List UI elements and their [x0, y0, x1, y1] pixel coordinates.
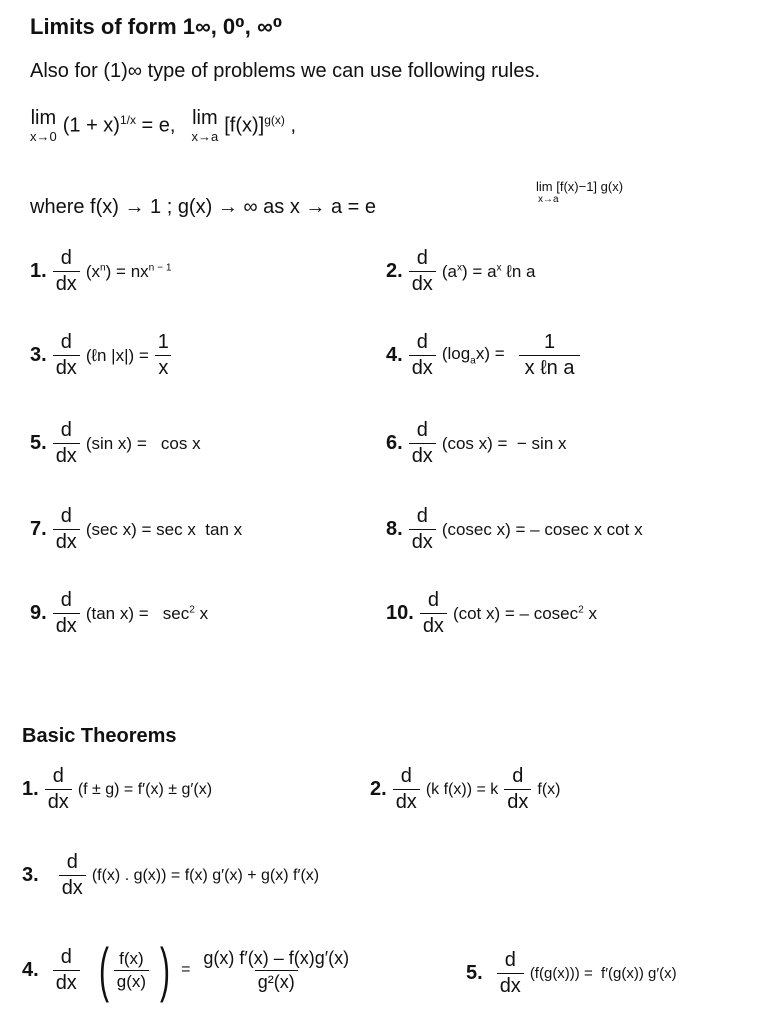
sup: n	[99, 261, 106, 273]
t: x) =	[475, 344, 505, 364]
theorem-number: 2.	[370, 778, 387, 800]
theorem-1	[22, 766, 218, 813]
eq: = e,	[136, 114, 176, 137]
d-dx	[409, 420, 436, 467]
rule-3	[30, 332, 178, 379]
quotient-fraction	[200, 949, 352, 992]
theorem-2	[370, 766, 566, 813]
theorem-body-tail: f(x)	[537, 780, 561, 798]
d-dx	[53, 506, 80, 553]
theorem-body: (f ± g) = f′(x) ± g′(x)	[77, 780, 213, 798]
rule-number: 1.	[30, 260, 47, 282]
d: d	[60, 331, 72, 353]
sub: a	[470, 355, 476, 367]
equals: =	[181, 961, 191, 978]
d-dx	[59, 852, 86, 899]
lim-2	[191, 108, 218, 143]
t: x	[583, 603, 598, 623]
d: d	[60, 419, 72, 441]
rule-body: (sin x) = cos x	[85, 433, 201, 453]
d-dx	[393, 766, 420, 813]
t: (tan x) = sec	[85, 603, 190, 623]
left-paren: (	[98, 936, 109, 1003]
t: (x	[85, 261, 100, 281]
comma: ,	[284, 114, 297, 137]
dx: dx	[409, 529, 436, 553]
d-dx	[409, 332, 436, 379]
rule-body	[442, 262, 536, 282]
expr: (1 + x)	[62, 114, 120, 137]
where-line	[30, 196, 376, 219]
rhs-fraction	[519, 332, 581, 379]
rule-body	[86, 262, 172, 282]
limit-rules	[30, 108, 302, 143]
rule-5	[30, 420, 207, 467]
rule-body	[86, 604, 208, 624]
rhs-fraction	[155, 332, 172, 379]
d: d	[416, 331, 428, 353]
limit-expr-2	[224, 113, 296, 138]
d: d	[60, 945, 72, 968]
d-dx	[504, 766, 531, 813]
rule-number: 2.	[386, 260, 403, 282]
where-text: where f(x) → 1 ; g(x) → ∞ as x → a = e	[30, 196, 377, 218]
lim-1	[30, 108, 57, 143]
den: x	[155, 355, 171, 379]
t: ℓn a	[501, 261, 536, 281]
lim-sub: x→0	[30, 129, 57, 144]
dx: dx	[45, 789, 72, 813]
dx: dx	[393, 789, 420, 813]
d-dx	[53, 590, 80, 637]
den: g(x)	[114, 970, 149, 991]
theorem-body: (f(g(x))) = f′(g(x)) g′(x)	[529, 965, 677, 982]
rule-number: 5.	[30, 432, 47, 454]
den: g²(x)	[255, 970, 298, 992]
rule-body	[453, 604, 597, 624]
den: x ℓn a	[519, 355, 581, 379]
theorem-5	[466, 950, 683, 997]
rule-2	[386, 248, 541, 295]
rule-number: 8.	[386, 518, 403, 540]
exp: 1/x	[119, 113, 136, 128]
rule-body	[442, 344, 505, 366]
theorem-3	[22, 852, 325, 899]
d: d	[66, 851, 78, 873]
rule-number: 9.	[30, 602, 47, 624]
dx: dx	[53, 443, 80, 467]
d-dx	[409, 248, 436, 295]
dx: dx	[497, 973, 524, 997]
d: d	[416, 419, 428, 441]
rule-number: 10.	[386, 602, 414, 624]
t: ) = nx	[105, 261, 149, 281]
intro-text: Also for (1)∞ type of problems we can use following rules.	[30, 60, 541, 82]
rule-body: (sec x) = sec x tan x	[85, 519, 243, 539]
d-dx	[45, 766, 72, 813]
dx: dx	[409, 443, 436, 467]
inner-fraction	[114, 950, 149, 991]
theorem-body: (f(x) . g(x)) = f(x) g′(x) + g(x) f′(x)	[91, 866, 320, 884]
d: d	[60, 247, 72, 269]
d: d	[60, 589, 72, 611]
t: x	[194, 603, 209, 623]
d: d	[400, 765, 412, 787]
d-dx	[53, 420, 80, 467]
d: d	[416, 247, 428, 269]
d: d	[504, 949, 516, 971]
dx: dx	[53, 529, 80, 553]
t: (cot x) = – cosec	[452, 603, 579, 623]
rule-6	[386, 420, 573, 467]
sup: x	[496, 261, 502, 273]
dx: dx	[53, 271, 80, 295]
d-dx	[53, 947, 80, 994]
sup: 2	[578, 603, 584, 615]
num: f(x)	[119, 948, 144, 968]
d: d	[52, 765, 64, 787]
theorem-number: 1.	[22, 778, 39, 800]
dx: dx	[420, 613, 447, 637]
e-exp: lim [f(x)−1] g(x)	[536, 179, 624, 194]
d-dx	[420, 590, 447, 637]
t: (a	[441, 261, 457, 281]
d: d	[416, 505, 428, 527]
d-dx	[53, 248, 80, 295]
sup: x	[456, 261, 463, 273]
rule-number: 3.	[30, 344, 47, 366]
rule-body: (cos x) = − sin x	[441, 433, 567, 453]
dx: dx	[409, 355, 436, 379]
rule-8	[386, 506, 649, 553]
rule-number: 6.	[386, 432, 403, 454]
right-paren: )	[160, 936, 171, 1003]
page-title: Limits of form 1∞, 0⁰, ∞⁰	[30, 14, 283, 39]
theorem-4	[22, 936, 358, 1003]
sup: 2	[189, 603, 195, 615]
limit-expr-1	[63, 113, 176, 138]
e-exp-sub: x→a	[538, 194, 559, 206]
theorem-number: 4.	[22, 958, 39, 981]
d-dx	[53, 332, 80, 379]
dx: dx	[504, 789, 531, 813]
t: (log	[441, 344, 471, 364]
rule-number: 4.	[386, 344, 403, 366]
rule-9	[30, 590, 214, 637]
lim-word: lim	[30, 107, 57, 129]
dx: dx	[53, 970, 80, 994]
dx: dx	[409, 271, 436, 295]
expr: [f(x)]	[224, 114, 265, 137]
rule-7	[30, 506, 248, 553]
lim-sub: x→a	[191, 129, 219, 144]
sup: n − 1	[148, 261, 172, 273]
d: d	[512, 765, 524, 787]
section-heading: Basic Theorems	[22, 725, 177, 747]
rule-body: (cosec x) = – cosec x cot x	[441, 519, 643, 539]
dx: dx	[53, 355, 80, 379]
rule-number: 7.	[30, 518, 47, 540]
dx: dx	[59, 875, 86, 899]
num: g(x) f′(x) – f(x)g′(x)	[203, 947, 350, 968]
dx: dx	[53, 613, 80, 637]
theorem-number: 3.	[22, 864, 39, 886]
d-dx	[497, 950, 524, 997]
theorem-number: 5.	[466, 962, 483, 984]
rule-1	[30, 248, 178, 295]
e-exponent	[536, 180, 623, 205]
rule-10	[386, 590, 603, 637]
num: 1	[157, 331, 169, 353]
d-dx	[409, 506, 436, 553]
lim-word: lim	[192, 107, 218, 129]
rule-4	[386, 332, 586, 379]
theorem-body: (k f(x)) = k	[425, 780, 499, 798]
rule-body: (ℓn |x|) =	[85, 345, 149, 365]
d: d	[60, 505, 72, 527]
d: d	[427, 589, 439, 611]
exp: g(x)	[264, 113, 285, 128]
num: 1	[544, 331, 556, 353]
t: ) = a	[462, 261, 497, 281]
